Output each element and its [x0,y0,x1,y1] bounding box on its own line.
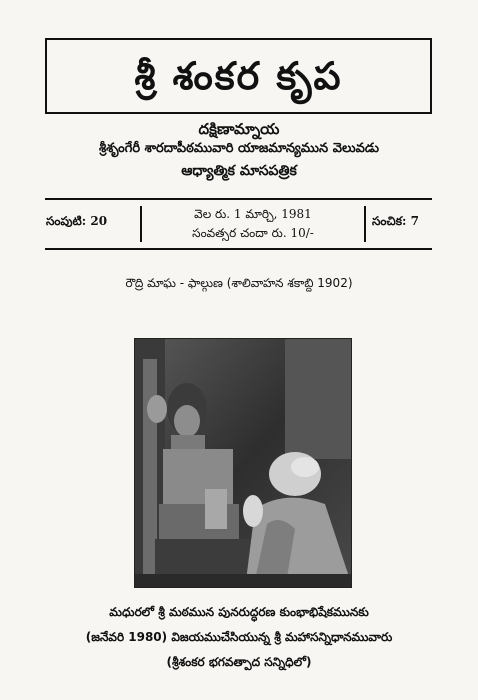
price-date-block [150,205,356,243]
issue-number: సంచిక: 7 [372,214,419,228]
info-band-bottom-rule [45,248,432,250]
subheader-line-2: శ్రీశృంగేరీ శారదాపీఠమువారి యాజమాన్యమున వెలువడు [98,141,380,156]
cover-photo [134,338,352,588]
caption-line-2: (జనేవరి 1980) విజయముచేసియున్న శ్రీ మహాసన్నిధానమువారు [85,630,393,644]
info-band-top-rule [45,198,432,200]
era-line: రౌద్రి మాఘ - ఫాల్గుణ (శాలివాహన శకాబ్ది 1902) [125,276,353,290]
caption-line-1: మధురలో శ్రీ మఠమున పునరుద్ధరణ కుంభాభిషేకమునకు [109,605,369,619]
price-date: వెల రు. 1 మార్చి, 1981 [194,207,312,221]
caption-line-3: (శ్రీశంకర భగవత్పాద సన్నిధిలో) [166,655,312,669]
volume-label: సంపుటి: 20 [46,214,108,228]
subheader-line-3: ఆధ్యాత్మిక మాసపత్రిక [181,163,297,179]
info-band-divider-right [364,206,366,242]
info-band-divider-left [140,206,142,242]
annual-subscription: సంవత్సర చందా రు. 10/- [192,226,314,240]
cover-photo-image [135,339,352,588]
subheader-line-1: దక్షిణామ్నాయ [198,120,280,138]
masthead-title: శ్రీ శంకర కృప [134,54,343,98]
masthead-box [45,38,432,114]
